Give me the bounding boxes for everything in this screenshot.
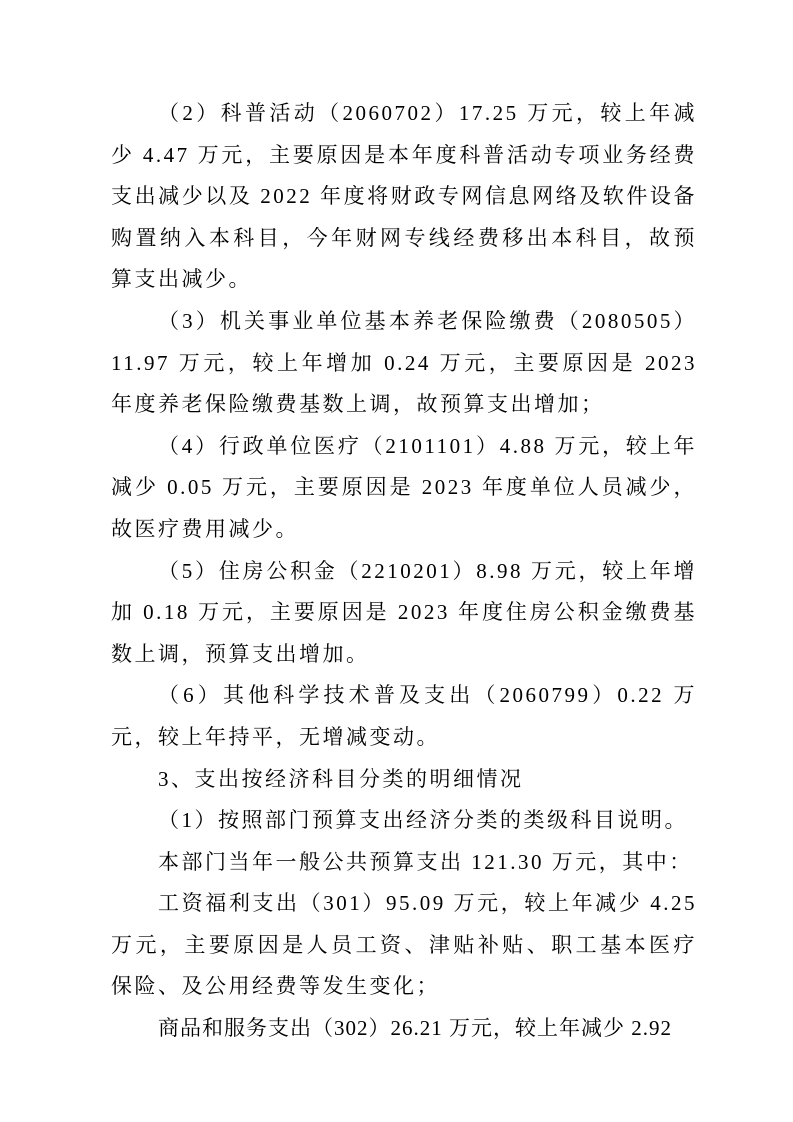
paragraph: 工资福利支出（301）95.09 万元，较上年减少 4.25 万元，主要原因是人员工资、津贴补贴、职工基本医疗保险、及公用经费等发生变化； bbox=[111, 891, 697, 999]
paragraph: （2）科普活动（2060702）17.25 万元，较上年减少 4.47 万元，主要原因是本年度科普活动专项业务经费支出减少以及 2022 年度将财政专网信息网络及软件设备购置纳入本科目，今年财网专线经费移出本科目，故预算支出减少。 bbox=[111, 101, 697, 292]
paragraph: 本部门当年一般公共预算支出 121.30 万元，其中： bbox=[158, 849, 693, 874]
paragraph: （1）按照部门预算支出经济分类的类级科目说明。 bbox=[158, 808, 688, 833]
paragraph: （4）行政单位医疗（2101101）4.88 万元，较上年减少 0.05 万元，主要原因是 2023 年度单位人员减少，故医疗费用减少。 bbox=[111, 433, 697, 541]
section-heading: 3、支出按经济科目分类的明细情况 bbox=[158, 766, 524, 791]
paragraph: 商品和服务支出（302）26.21 万元，较上年减少 2.92 bbox=[158, 1016, 672, 1041]
paragraph: （6）其他科学技术普及支出（2060799）0.22 万元，较上年持平，无增减变动。 bbox=[111, 683, 697, 749]
paragraph: （5）住房公积金（2210201）8.98 万元，较上年增加 0.18 万元，主要原因是 2023 年度住房公积金缴费基数上调，预算支出增加。 bbox=[111, 558, 697, 666]
paragraph: （3）机关事业单位基本养老保险缴费（2080505）11.97 万元，较上年增加 0.24 万元，主要原因是 2023 年度养老保险缴费基数上调，故预算支出增加； bbox=[111, 308, 697, 417]
document-body bbox=[111, 93, 697, 1050]
